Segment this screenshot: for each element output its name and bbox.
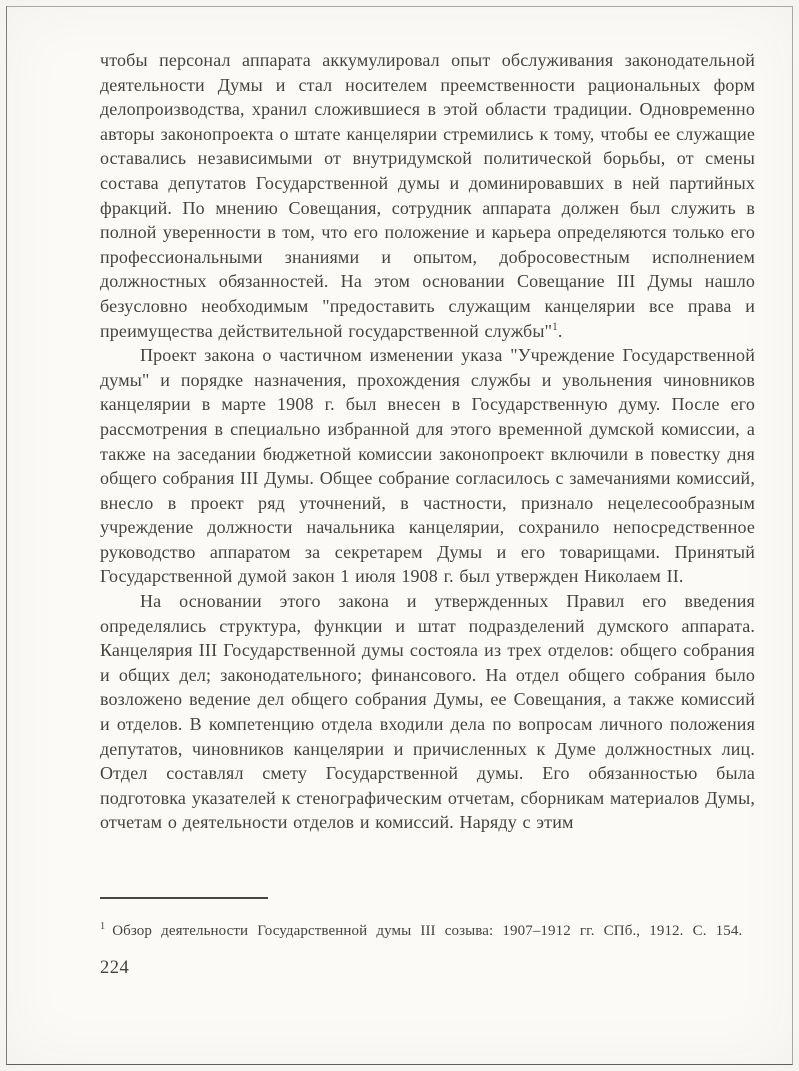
page-footer [100,897,755,979]
paragraph-text: Проект закона о частичном изменении указа "Учреждение Государственной думы" и порядке назначения, прохождения службы и увольнения чиновников канцелярии в марте 1908 г. был внесен в Государственную думу. После его рассмотрения в специально избранной для этого временной думской комиссии, а также на заседании бюджетной комиссии законопроект включили в повестку дня общего собрания III Думы. Общее собрание согласилось с замечаниями комиссий, внесло в проект ряд уточнений, в частности, признало нецелесообразным учреждение должности начальника канцелярии, сохранило непосредственное руководство аппаратом за секретарем Думы и его товарищами. Принятый Государственной думой закон 1 июля 1908 г. был утвержден Николаем II. [100,345,755,587]
paragraph [100,343,755,589]
paragraph-text: . [557,320,563,341]
paragraph-text: На основании этого закона и утвержденных Правил его введения определялись структура, функции и штат подразделений думского аппарата. Канцелярия III Государственной думы состояла из трех отделов: общего собрания и общих дел; законодательного; финансового. На отдел общего собрания было возложено ведение дел общего собрания Думы, ее Совещания, а также комиссий и отделов. В компетенцию отдела входили дела по вопросам личного положения депутатов, чиновников канцелярии и причисленных к Думе должностных лиц. Отдел составлял смету Государственной думы. Его обязанностью была подготовка указателей к стенографическим отчетам, сборникам материалов Думы, отчетам о деятельности отделов и комиссий. Наряду с этим [100,591,755,833]
paragraph [100,48,755,343]
page-number: 224 [100,958,130,978]
paragraph-text: чтобы персонал аппарата аккумулировал опыт обслуживания законодательной деятельности Думы и стал носителем преемственности рациональных форм делопроизводства, хранил сложившиеся в этой области традиции. Одновременно авторы законопроекта о штате канцелярии стремились к тому, чтобы ее служащие оставались независимыми от внутридумской политической борьбы, от смены состава депутатов Государственной думы и доминировавших в ней партийных фракций. По мнению Совещания, сотрудник аппарата должен был служить в полной уверенности в том, что его положение и карьера определяются только его профессиональными знаниями и опытом, добросовестным исполнением должностных обязанностей. На этом основании Совещание III Думы нашло безусловно необходимым "предоставить служащим канцелярии все права и преимущества действительной государственной службы" [100,50,755,341]
body-text [100,48,755,835]
footnote-marker: 1 [100,921,106,932]
footnote-divider [100,897,268,899]
paragraph [100,589,755,835]
footnote [100,915,755,943]
footnote-text: Обзор деятельности Государственной думы III созыва: 1907–1912 гг. СПб., 1912. С. 154. [112,923,743,939]
footnote-reference: 1 [552,320,558,333]
